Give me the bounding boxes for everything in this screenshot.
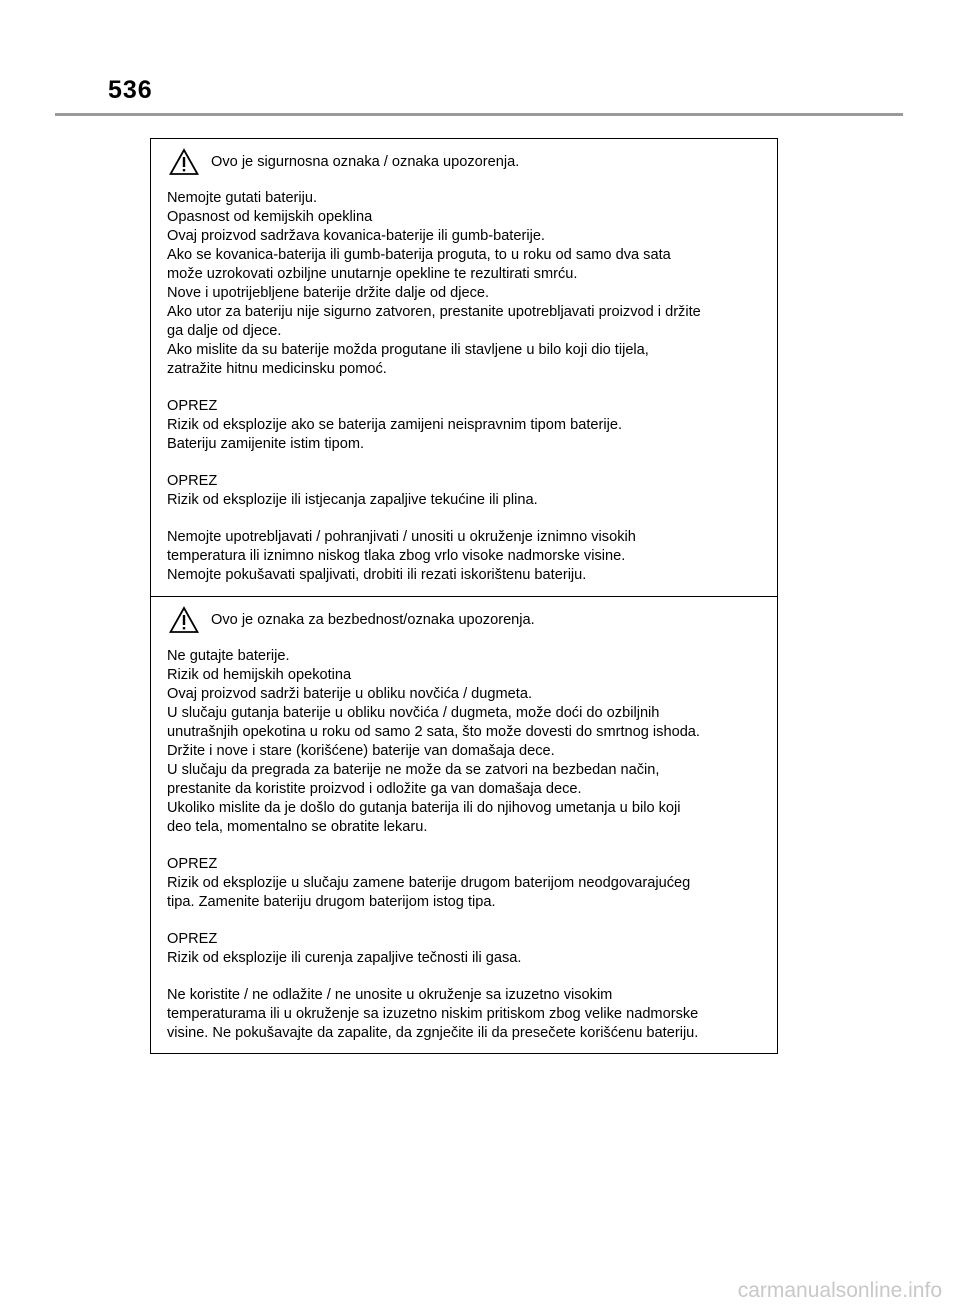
warning-triangle-icon — [169, 606, 199, 634]
text-line: Ako se kovanica-baterija ili gumb-baterija proguta, to u roku od samo dva sata — [167, 247, 671, 263]
text-line: OPREZ — [167, 931, 218, 947]
text-line: može uzrokovati ozbiljne unutarnje opekline te rezultirati smrću. — [167, 266, 578, 282]
text-line: unutrašnjih opekotina u roku od samo 2 sata, što može dovesti do smrtnog ishoda. — [167, 724, 700, 740]
text-line: Ne gutajte baterije. — [167, 648, 290, 664]
text-line: U slučaju da pregrada za baterije ne može da se zatvori na bezbedan način, — [167, 762, 660, 778]
text-line: Ukoliko mislite da je došlo do gutanja baterija ili do njihovog umetanja u bilo koji — [167, 800, 681, 816]
text-line: Bateriju zamijenite istim tipom. — [167, 436, 365, 452]
text-line: temperaturama ili u okruženje sa izuzetno niskim pritiskom zbog velike nadmorske — [167, 1006, 699, 1022]
warning-paragraph — [167, 986, 767, 1043]
watermark: carmanualsonline.info — [737, 1279, 942, 1302]
text-line: OPREZ — [167, 398, 218, 414]
warning-paragraphs — [167, 647, 767, 1043]
text-line: Nove i upotrijebljene baterije držite dalje od djece. — [167, 285, 490, 301]
text-line: prestanite da koristite proizvod i odložite ga van domašaja dece. — [167, 781, 582, 797]
warning-paragraph — [167, 647, 767, 837]
warning-heading-row — [167, 147, 767, 177]
header-rule — [55, 113, 903, 116]
warning-heading: Ovo je oznaka za bezbednost/oznaka upozorenja. — [211, 612, 535, 628]
warning-paragraph — [167, 472, 767, 510]
text-line: Ne koristite / ne odlažite / ne unosite u okruženje sa izuzetno visokim — [167, 987, 613, 1003]
warning-paragraph — [167, 930, 767, 968]
text-line: deo tela, momentalno se obratite lekaru. — [167, 819, 428, 835]
text-line: U slučaju gutanja baterije u obliku novčića / dugmeta, može doći do ozbiljnih — [167, 705, 660, 721]
text-line: Držite i nove i stare (korišćene) baterije van domašaja dece. — [167, 743, 555, 759]
text-line: temperatura ili iznimno niskog tlaka zbog vrlo visoke nadmorske visine. — [167, 548, 626, 564]
page-number: 536 — [108, 76, 153, 104]
text-line: tipa. Zamenite bateriju drugom baterijom istog tipa. — [167, 894, 496, 910]
text-line: Nemojte gutati bateriju. — [167, 190, 318, 206]
text-line: Ako utor za bateriju nije sigurno zatvoren, prestanite upotrebljavati proizvod i držite — [167, 304, 701, 320]
text-line: ga dalje od djece. — [167, 323, 282, 339]
section-divider — [151, 596, 777, 597]
text-line: zatražite hitnu medicinsku pomoć. — [167, 361, 387, 377]
warning-paragraphs — [167, 189, 767, 585]
text-line: Rizik od eksplozije ako se baterija zamijeni neispravnim tipom baterije. — [167, 417, 623, 433]
text-line: Nemojte pokušavati spaljivati, drobiti ili rezati iskorištenu bateriju. — [167, 567, 587, 583]
text-line: Ovaj proizvod sadrži baterije u obliku novčića / dugmeta. — [167, 686, 533, 702]
text-line: OPREZ — [167, 856, 218, 872]
warning-paragraph — [167, 528, 767, 585]
warning-paragraph — [167, 855, 767, 912]
text-line: Opasnost od kemijskih opeklina — [167, 209, 373, 225]
text-line: Rizik od hemijskih opekotina — [167, 667, 352, 683]
text-line: Rizik od eksplozije u slučaju zamene baterije drugom baterijom neodgovarajućeg — [167, 875, 691, 891]
text-line: OPREZ — [167, 473, 218, 489]
warning-heading-row — [167, 605, 767, 635]
warning-section-croatian — [167, 147, 767, 603]
warning-paragraph — [167, 189, 767, 379]
warning-section-serbian — [167, 605, 767, 1061]
warning-triangle-icon — [169, 148, 199, 176]
warning-heading: Ovo je sigurnosna oznaka / oznaka upozorenja. — [211, 154, 520, 170]
battery-warning-box — [150, 138, 778, 1054]
text-line: Rizik od eksplozije ili curenja zapaljive tečnosti ili gasa. — [167, 950, 522, 966]
warning-paragraph — [167, 397, 767, 454]
text-line: Ako mislite da su baterije možda progutane ili stavljene u bilo koji dio tijela, — [167, 342, 649, 358]
text-line: Nemojte upotrebljavati / pohranjivati / unositi u okruženje iznimno visokih — [167, 529, 636, 545]
text-line: Rizik od eksplozije ili istjecanja zapaljive tekućine ili plina. — [167, 492, 538, 508]
text-line: visine. Ne pokušavajte da zapalite, da zgnječite ili da presečete korišćenu bateriju. — [167, 1025, 699, 1041]
text-line: Ovaj proizvod sadržava kovanica-baterije ili gumb-baterije. — [167, 228, 545, 244]
